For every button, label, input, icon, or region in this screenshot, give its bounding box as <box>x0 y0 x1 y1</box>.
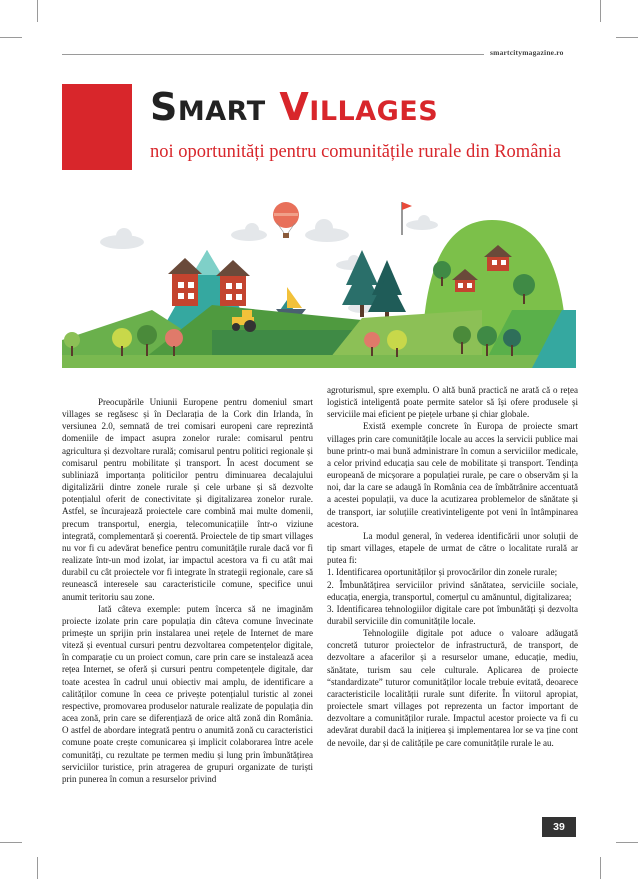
column-spacer <box>62 383 313 396</box>
smart-village-illustration <box>62 190 576 368</box>
paragraph: Tehnologiile digitale pot aduce o valoare adăugată concretă tuturor proiectelor de infrastructură, de transport, de dezvoltare a afacerilor și a resurselor umane, educație, mediu, sănătate, turism sau cele culturale. Aplicarea de proiecte “standardizate” tuturor comunităților locale trebuie evitată, deoarece caracteristicile localității rurale sunt diferite. În viitorul apropiat, proiectele smart villages pot reprezenta un factor important de dezvoltare a comunităților rurale. Impactul acestor proiecte va fi cu adevărat durabil dacă la inițierea și implementarea lor se va ține cont de nevoile, dar și de calitățile pe care comunitățile rurale le au. <box>327 628 578 748</box>
title-part-smart: Smart <box>150 85 280 129</box>
crop-mark <box>600 0 601 22</box>
article-subtitle: noi oportunități pentru comunitățile rurale din România <box>150 142 562 162</box>
paragraph: Există exemple concrete în Europa de proiecte smart villages prin care comunitățile locale au acces la servicii publice mai bune printr-o mai bună administrare în comun a serviciilor medicale, a celor privind educația sau cele de mobilitate și transport. Tendința europeană de micșorare a populației rurale, pe care o observăm și la noi, dar la care se adaugă în România cea de îmbătrânire accentuată a acestei populații, va duce la acutizarea problemelor de sănătate și de transport, iar soluțiile creativinteligente pot veni în întâmpinarea acestora. <box>327 421 578 529</box>
crop-mark <box>37 0 38 22</box>
wind-turbine-icon <box>250 254 276 310</box>
paragraph: Iată câteva exemple: putem încerca să ne imaginăm proiecte izolate prin care populația din câteva comune învecinate primește un sprijin prin instalarea unei rețele de Internet de mare viteză și eventual cursuri pentru dezvoltarea competențelor digitale, în comparație cu un proiect comun, care prin care se instalează acea rețea Internet, se oferă și cursuri pentru competențele digitale, dar toate acestea în cadrul unui obiectiv mai amplu, de identificare a calităților comune în ceea ce privește potențialul turistic al zonei respective, promovarea produselor naturale realizate de populația din acea zonă, prin care se diferențiază de orice altă zonă din România. O astfel de abordare integrată pentru o anumită zonă cu caracteristici comune poate crește comunicarea și implicit colaborarea între acele comunități, cu rezultate pe termen mediu și lung prin îmbunătățirea serviciilor turistice, prin atragerea de grupuri organizate de turiști prin punerea în comun a resurselor privind <box>62 603 313 784</box>
left-column <box>62 383 313 785</box>
title-accent-block <box>62 84 132 170</box>
site-name: smartcitymagazine.ro <box>490 48 564 57</box>
crop-mark <box>616 37 638 38</box>
crop-mark <box>0 37 22 38</box>
page-number: 39 <box>542 817 576 837</box>
right-column <box>327 384 578 749</box>
article-title <box>150 82 438 132</box>
list-item: 3. Identificarea tehnologiilor digitale care pot îmbunătăți și dezvolta durabil serviciile din comunitățile locale. <box>327 603 578 626</box>
crop-mark <box>600 857 601 879</box>
list-item: 1. Identificarea oportunităților și provocărilor din zonele rurale; <box>327 567 558 578</box>
paragraph: La modul general, în vederea identificării unor soluții de tip smart villages, etapele de urmat de către o localitate rurală ar putea fi: <box>327 530 578 566</box>
crop-mark <box>616 842 638 843</box>
paragraph: agroturismul, spre exemplu. O altă bună practică ne arată că o rețea logistică inteligentă poate permite satelor să își ofere produsele și serviciile mai eficient pe piețele urbane și chiar globale. <box>327 385 578 420</box>
list-item: 2. Îmbunătățirea serviciilor privind sănătatea, serviciile sociale, educația, energia, transportul, comerțul cu amănuntul, digitalizarea; <box>327 579 578 602</box>
sailboat-icon <box>276 287 306 314</box>
header-rule <box>62 54 484 55</box>
hot-air-balloon-icon <box>273 202 299 238</box>
crop-mark <box>0 842 22 843</box>
crop-mark <box>37 857 38 879</box>
paragraph: Preocupările Uniunii Europene pentru domeniul smart villages se regăsesc și în Declarația de la Cork din Irlanda, în versiunea 2.0, semnată de trei comisari europeni care reprezintă domeniile de impact asupra zonelor rurale: comisarul pentru agricultura și dezvoltare rurală; comisarul pentru politici regionale și comisarul pentru mobilitate și transport. În acest document se subliniază importanța politicilor pentru diminuarea decalajului digitalizării dintre zonele rurale și cele urbane și să dezvolte potențialul oferit de conectivitate și digitalizarea zonelor rurale. Astfel, se încurajează proiectele care combină mai multe domenii, precum transportul, energia, telecomunicațiile într-o viziune integrată, complementară și coerentă. Proiectele de tip smart villages nu vor fi cu adevărat benefice pentru comunitățile rurale dacă vor fi realizate într-un mod izolat, iar impactul acestora va fi cu atât mai durabil cu cât proiectele vor fi integrate în strategii regionale, care să reunească interesele sau caracteristicile comune, specifice unui anumit teritoriu sau zone. <box>62 397 313 602</box>
title-part-villages: Villages <box>279 85 439 129</box>
